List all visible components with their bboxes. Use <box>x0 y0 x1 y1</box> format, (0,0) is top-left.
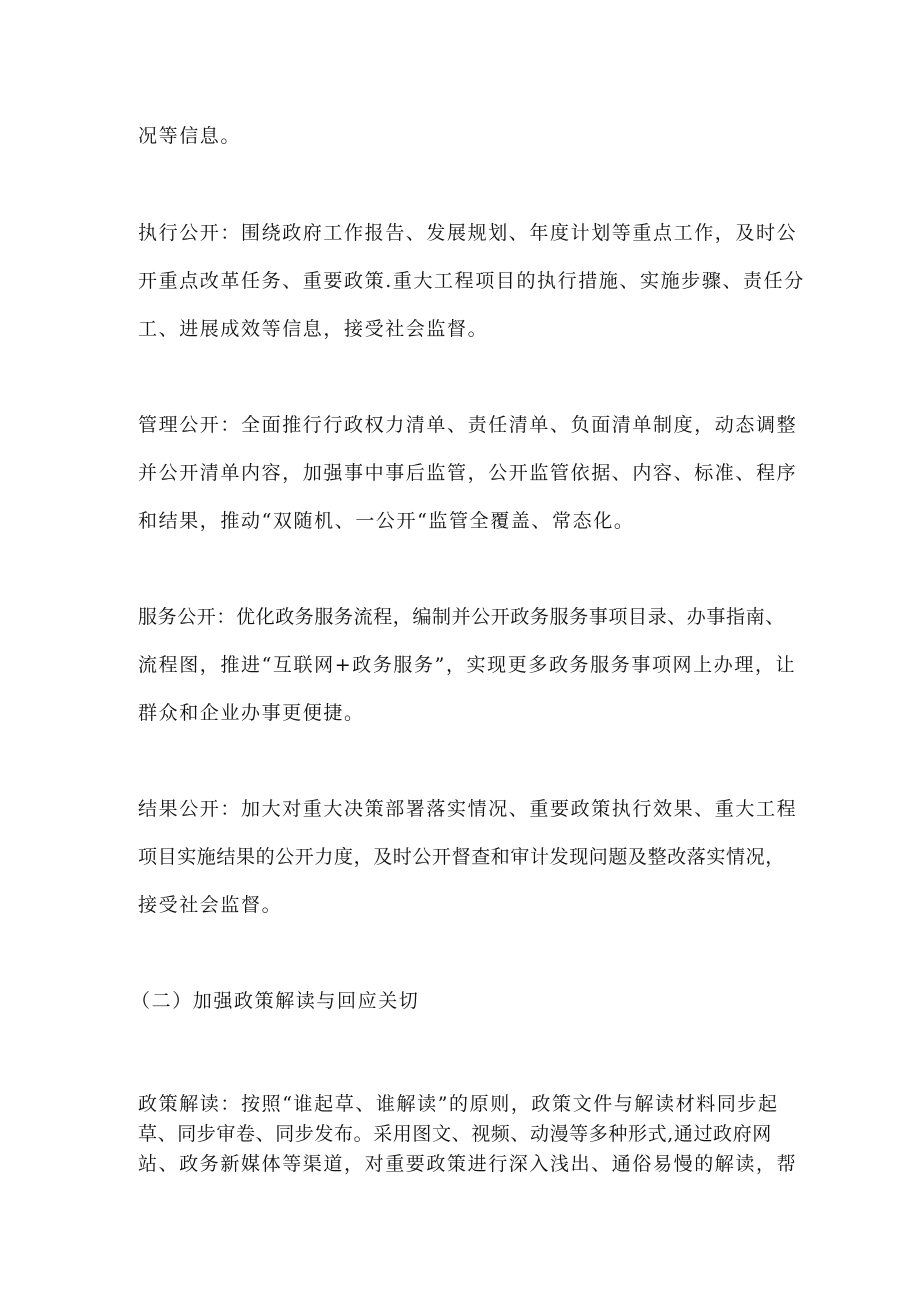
paragraph-line: 工、进展成效等信息，接受社会监督。 <box>138 318 489 340</box>
paragraph-line: 项目实施结果的公开力度，及时公开督查和审计发现问题及整改落实情况， <box>138 846 785 868</box>
paragraph-line: 管理公开：全面推行行政权力清单、责任清单、负面清单制度，动态调整 <box>138 414 798 436</box>
paragraph-line: 草、同步审卷、同步发布。采用图文、视频、动漫等多种形式,通过政府网 <box>138 1123 772 1145</box>
paragraph-line: 服务公开：优化政务服务流程，编制并公开政务服务事项目录、办事指南、 <box>138 606 785 628</box>
paragraph-line: 开重点改革任务、重要政策.重大工程项目的执行措施、实施步骤、责任分 <box>138 270 805 292</box>
paragraph-line: 并公开清单内容，加强事中事后监管，公开监管依据、内容、标准、程序 <box>138 462 798 484</box>
paragraph-line: 群众和企业办事更便捷。 <box>138 702 365 724</box>
paragraph-line: 站、政务新媒体等渠道，对重要政策进行深入浅出、通俗易慢的解读，帮 <box>138 1153 798 1175</box>
paragraph-line: 政策解读：按照“谁起草、谁解读”的原则，政策文件与解读材料同步起 <box>138 1093 779 1115</box>
paragraph-line: 接受社会监督。 <box>138 894 283 916</box>
continuation-text: 况等信息。 <box>138 125 242 147</box>
paragraph-line: 执行公开：围绕政府工作报告、发展规划、年度计划等重点工作，及时公 <box>138 222 798 244</box>
paragraph-line: 结果公开：加大对重大决策部署落实情况、重要政策执行效果、重大工程 <box>138 798 798 820</box>
paragraph-line: 流程图，推进“互联网+政务服务”，实现更多政务服务事项网上办理，让 <box>138 654 797 676</box>
section-heading: （二）加强政策解读与回应关切 <box>131 990 420 1012</box>
paragraph-line: 和结果，推动“双随机、一公开“监管全覆盖、常态化。 <box>138 510 635 532</box>
